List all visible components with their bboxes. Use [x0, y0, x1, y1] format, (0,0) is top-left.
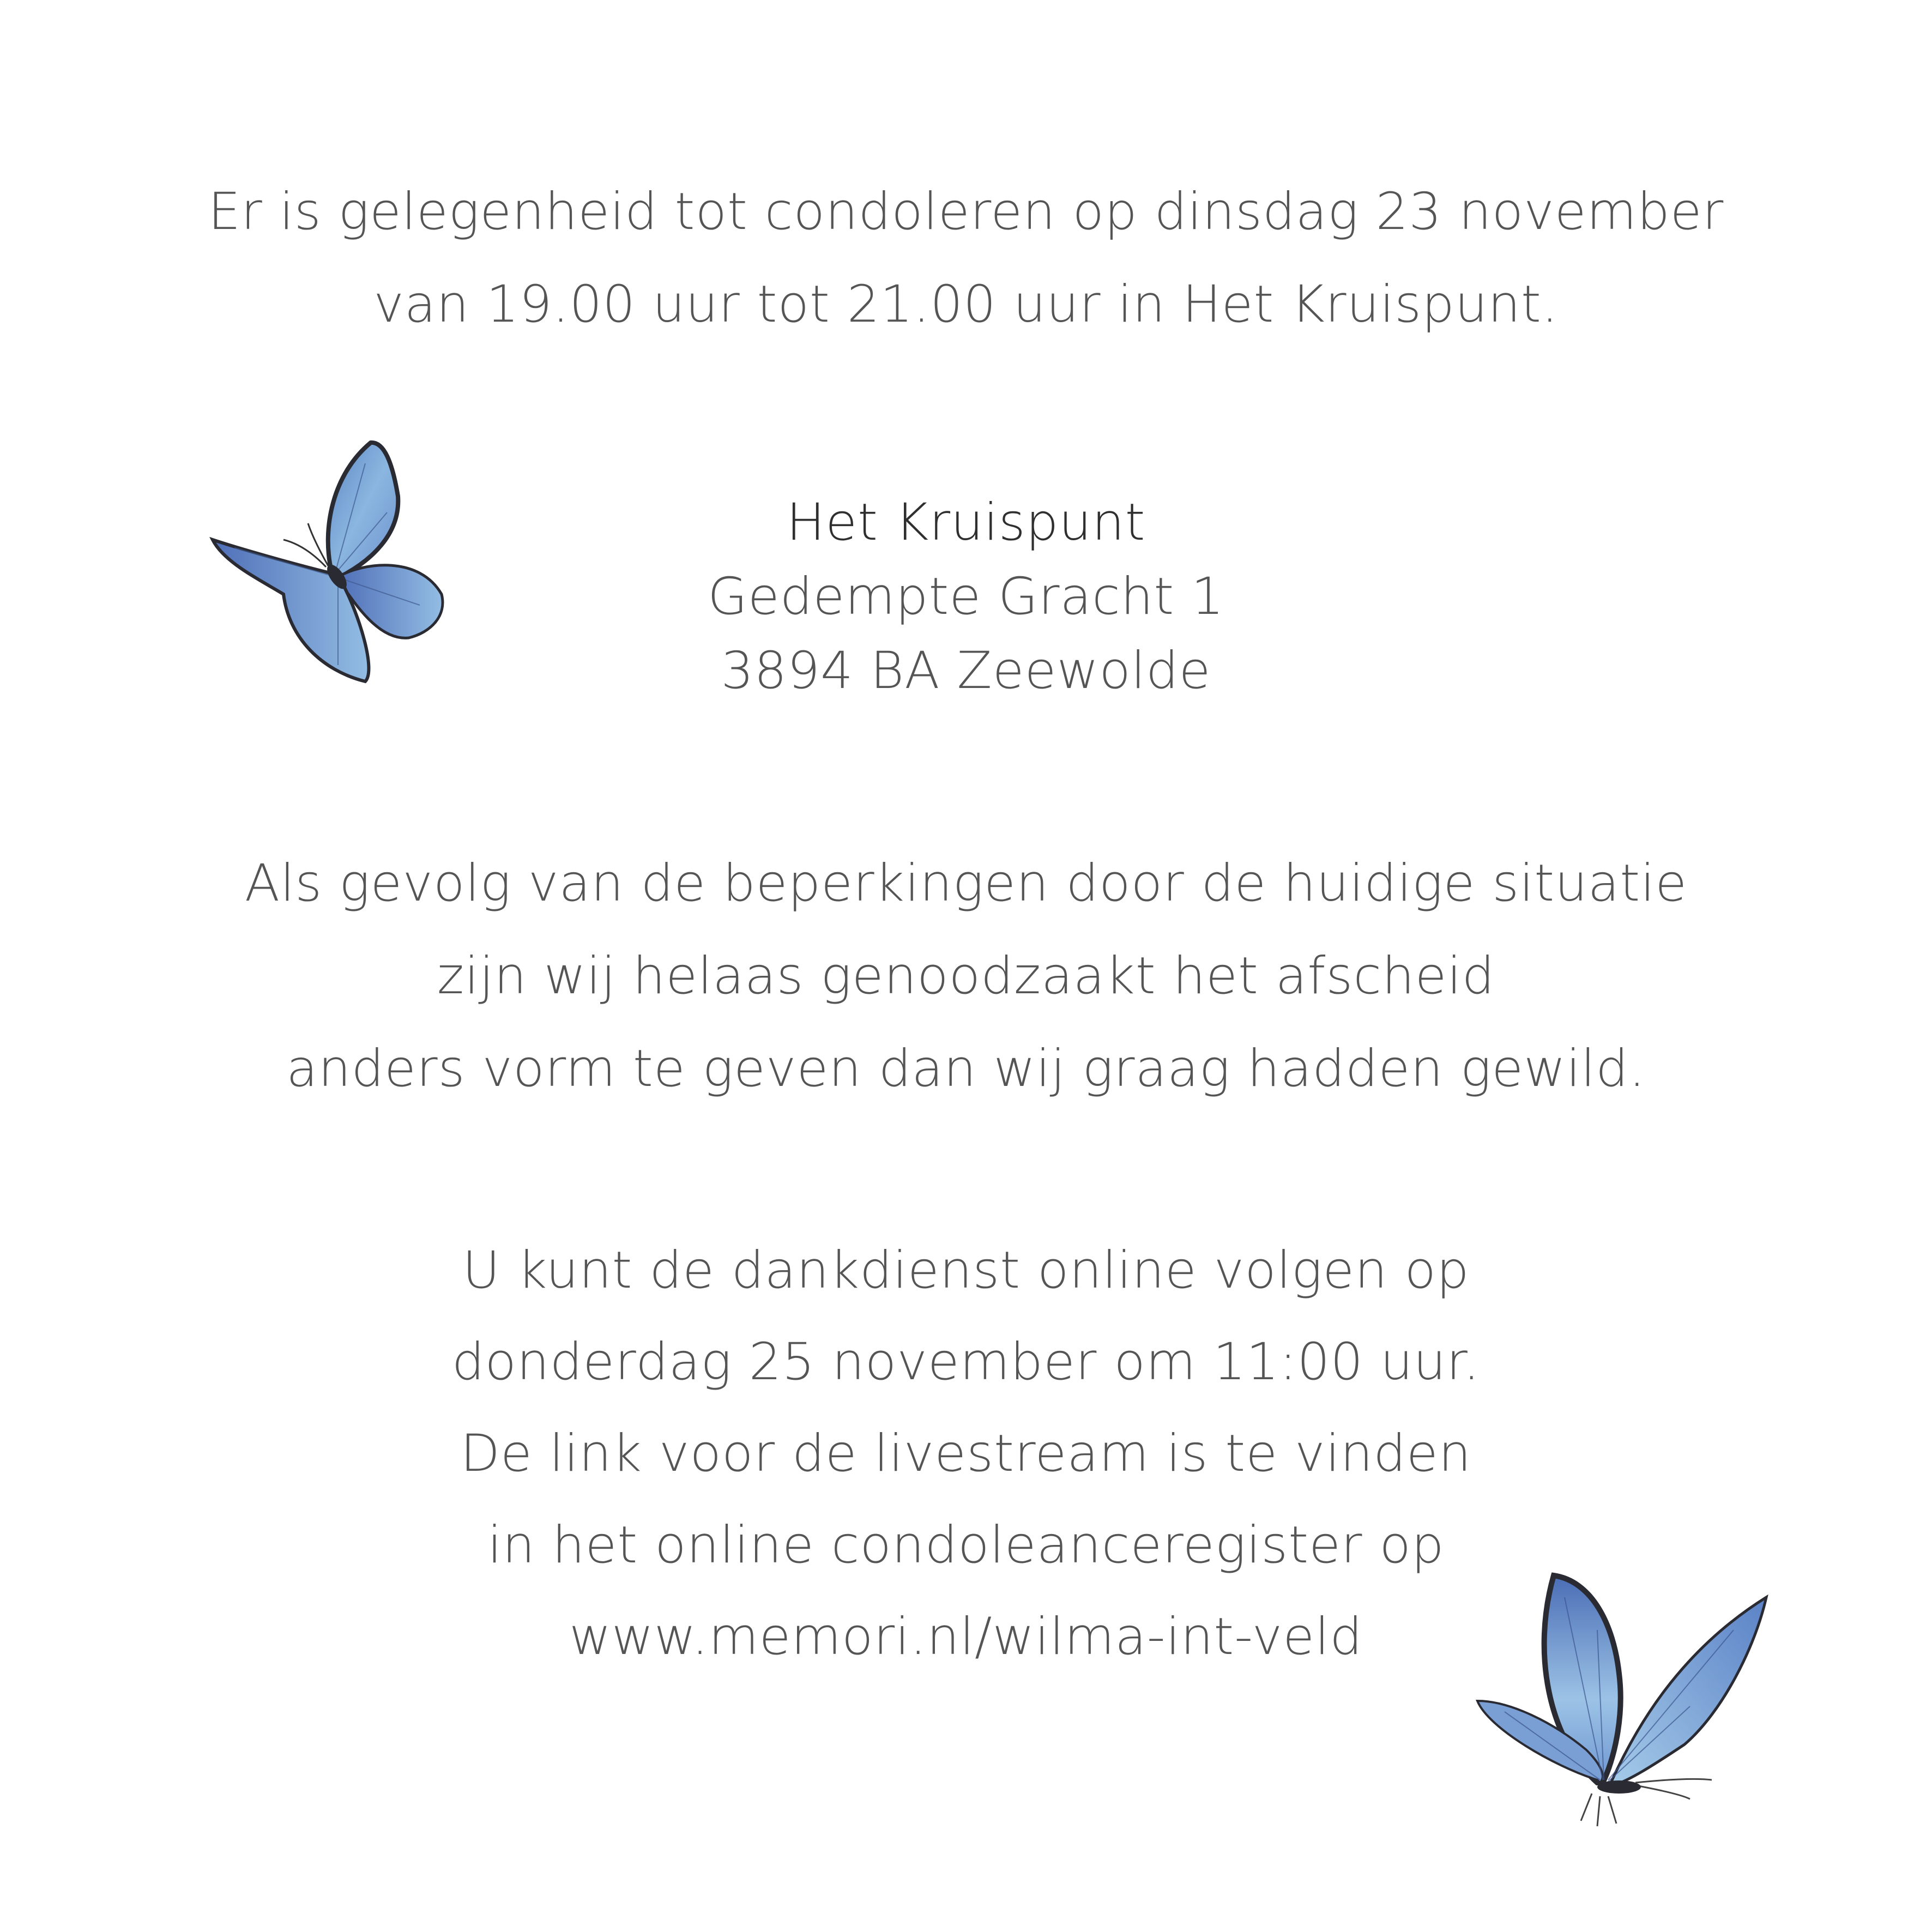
venue-name: Het Kruispunt	[786, 493, 1146, 552]
butterfly-icon	[1472, 1565, 1788, 1837]
condolence-line-1: Er is gelegenheid tot condoleren op dinsdag 23 november	[208, 182, 1724, 242]
venue-city: 3894 BA Zeewolde	[721, 641, 1211, 701]
livestream-line-1: U kunt de dankdienst online volgen op	[462, 1241, 1470, 1300]
condolence-line-2: van 19.00 uur tot 21.00 uur in Het Kruispunt.	[373, 275, 1559, 334]
livestream-line-2: donderdag 25 november om 11:00 uur.	[451, 1332, 1481, 1392]
restrictions-line-1: Als gevolg van de beperkingen door de huidige situatie	[244, 854, 1688, 913]
livestream-line-3: De link voor de livestream is te vinden	[460, 1424, 1472, 1483]
restrictions-line-3: anders vorm te geven dan wij graag hadden gewild.	[286, 1039, 1646, 1098]
restrictions-line-2: zijn wij helaas genoodzaakt het afscheid	[437, 946, 1495, 1006]
venue-street: Gedempte Gracht 1	[708, 567, 1224, 626]
livestream-line-4: in het online condoleanceregister op	[487, 1516, 1445, 1575]
butterfly-icon	[202, 431, 463, 687]
livestream-url: www.memori.nl/wilma-int-veld	[569, 1607, 1363, 1667]
